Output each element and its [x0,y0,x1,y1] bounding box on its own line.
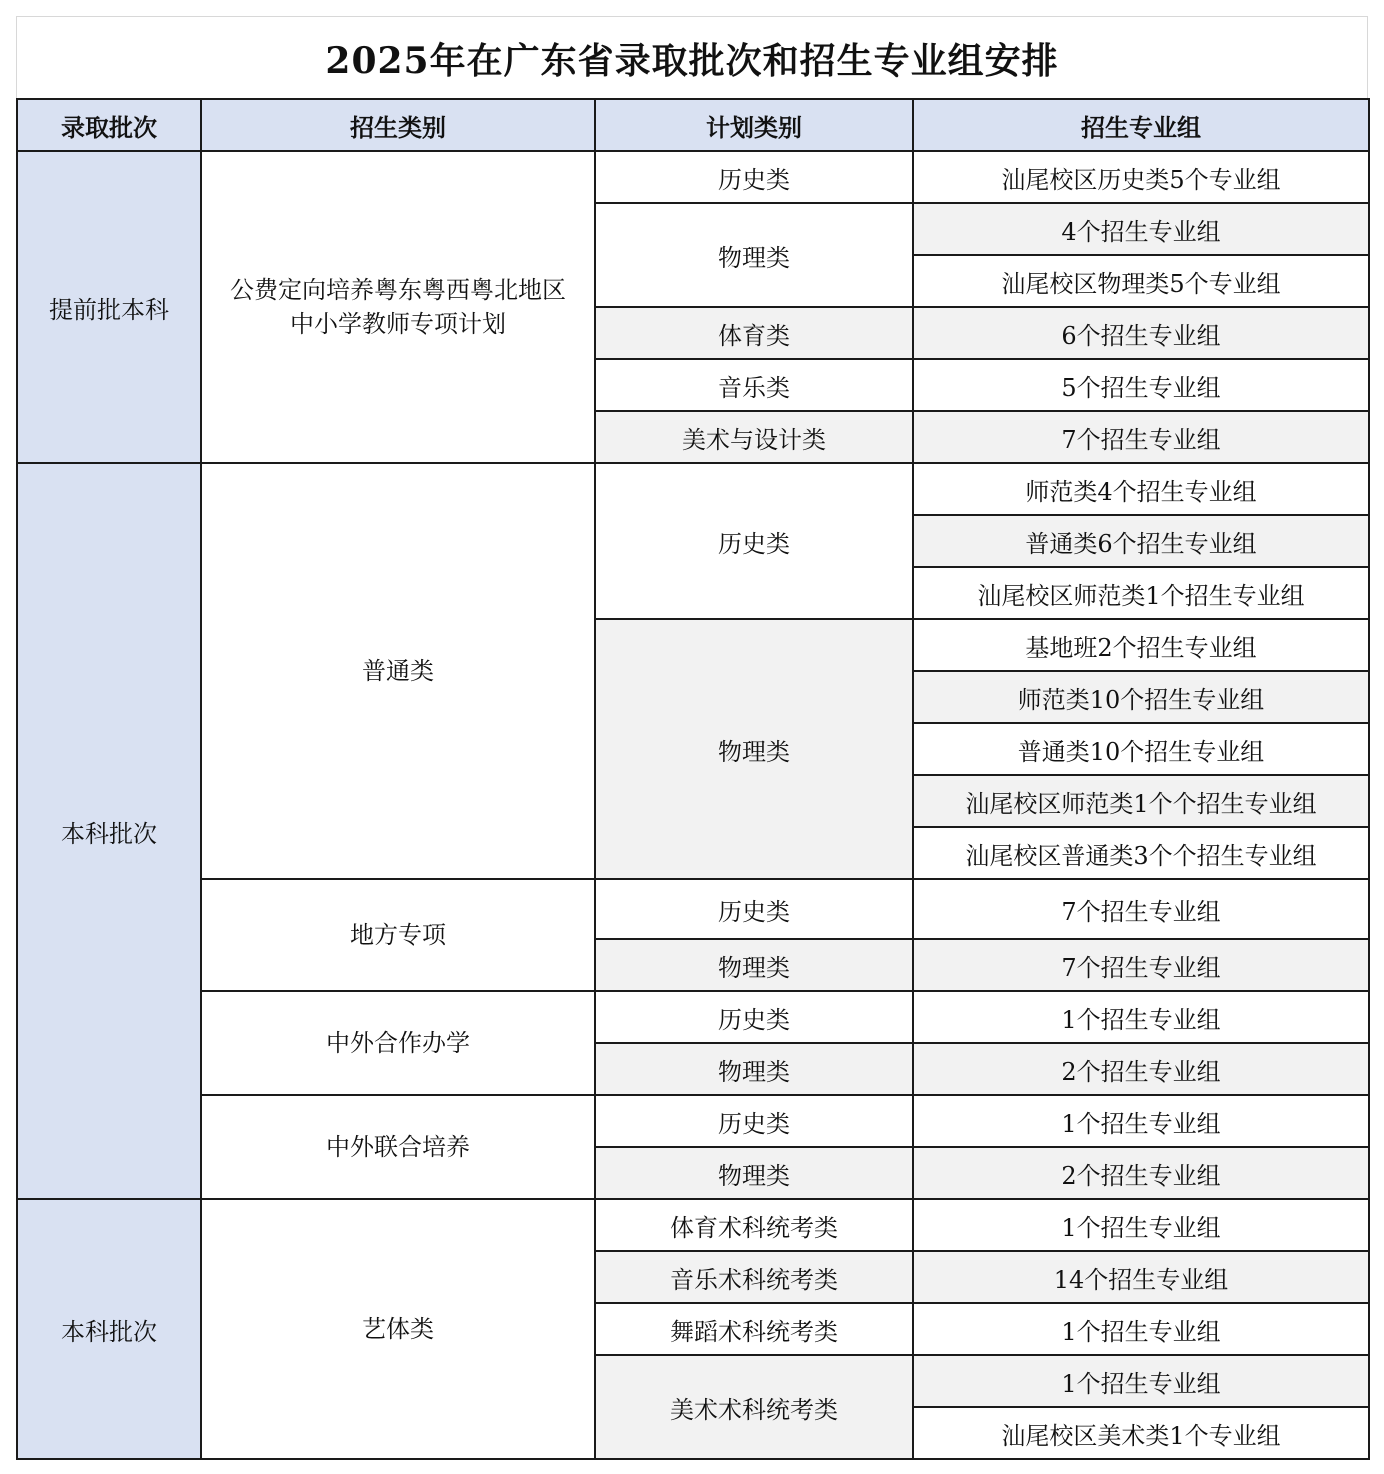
group-cell: 师范类4个招生专业组 [913,463,1369,515]
plan-cell: 美术与设计类 [595,411,913,463]
header-category: 招生类别 [201,99,595,151]
group-cell: 2个招生专业组 [913,1147,1369,1199]
plan-cell: 历史类 [595,463,913,619]
group-cell: 普通类6个招生专业组 [913,515,1369,567]
category-cell: 地方专项 [201,879,595,991]
category-line: 公费定向培养粤东粤西粤北地区 [230,276,566,304]
group-cell: 14个招生专业组 [913,1251,1369,1303]
plan-cell: 历史类 [595,879,913,939]
batch-cell: 提前批本科 [17,151,201,463]
header-group: 招生专业组 [913,99,1369,151]
group-cell: 汕尾校区师范类1个个招生专业组 [913,775,1369,827]
plan-cell: 物理类 [595,619,913,879]
plan-cell: 物理类 [595,939,913,991]
group-cell: 汕尾校区美术类1个专业组 [913,1407,1369,1459]
group-cell: 6个招生专业组 [913,307,1369,359]
plan-cell: 舞蹈术科统考类 [595,1303,913,1355]
category-line: 中小学教师专项计划 [290,310,506,338]
plan-cell: 历史类 [595,991,913,1043]
batch-cell: 本科批次 [17,463,201,1199]
plan-cell: 物理类 [595,203,913,307]
category-cell: 普通类 [201,463,595,879]
admission-table [16,98,1370,1460]
group-cell: 基地班2个招生专业组 [913,619,1369,671]
plan-cell: 体育类 [595,307,913,359]
group-cell: 普通类10个招生专业组 [913,723,1369,775]
table-row [17,1095,1369,1147]
plan-cell: 物理类 [595,1147,913,1199]
header-plan: 计划类别 [595,99,913,151]
group-cell: 汕尾校区普通类3个个招生专业组 [913,827,1369,879]
group-cell: 2个招生专业组 [913,1043,1369,1095]
category-cell: 中外联合培养 [201,1095,595,1199]
plan-cell: 物理类 [595,1043,913,1095]
group-cell: 4个招生专业组 [913,203,1369,255]
group-cell: 7个招生专业组 [913,879,1369,939]
group-cell: 1个招生专业组 [913,1199,1369,1251]
group-cell: 1个招生专业组 [913,991,1369,1043]
header-row [17,99,1369,151]
group-cell: 1个招生专业组 [913,1303,1369,1355]
plan-cell: 音乐类 [595,359,913,411]
plan-cell: 美术术科统考类 [595,1355,913,1459]
table-row [17,879,1369,939]
group-cell: 汕尾校区师范类1个招生专业组 [913,567,1369,619]
plan-cell: 历史类 [595,1095,913,1147]
category-cell: 中外合作办学 [201,991,595,1095]
page-title: 2025年在广东省录取批次和招生专业组安排 [325,39,1059,82]
category-cell: 艺体类 [201,1199,595,1459]
plan-cell: 体育术科统考类 [595,1199,913,1251]
category-cell [201,151,595,463]
table-row [17,463,1369,515]
table-row [17,1199,1369,1251]
group-cell: 7个招生专业组 [913,939,1369,991]
group-cell: 5个招生专业组 [913,359,1369,411]
table-row [17,991,1369,1043]
group-cell: 1个招生专业组 [913,1095,1369,1147]
plan-cell: 音乐术科统考类 [595,1251,913,1303]
group-cell: 汕尾校区物理类5个专业组 [913,255,1369,307]
group-cell: 师范类10个招生专业组 [913,671,1369,723]
group-cell: 1个招生专业组 [913,1355,1369,1407]
table-row [17,151,1369,203]
plan-cell: 历史类 [595,151,913,203]
group-cell: 汕尾校区历史类5个专业组 [913,151,1369,203]
header-batch: 录取批次 [17,99,201,151]
batch-cell: 本科批次 [17,1199,201,1459]
group-cell: 7个招生专业组 [913,411,1369,463]
